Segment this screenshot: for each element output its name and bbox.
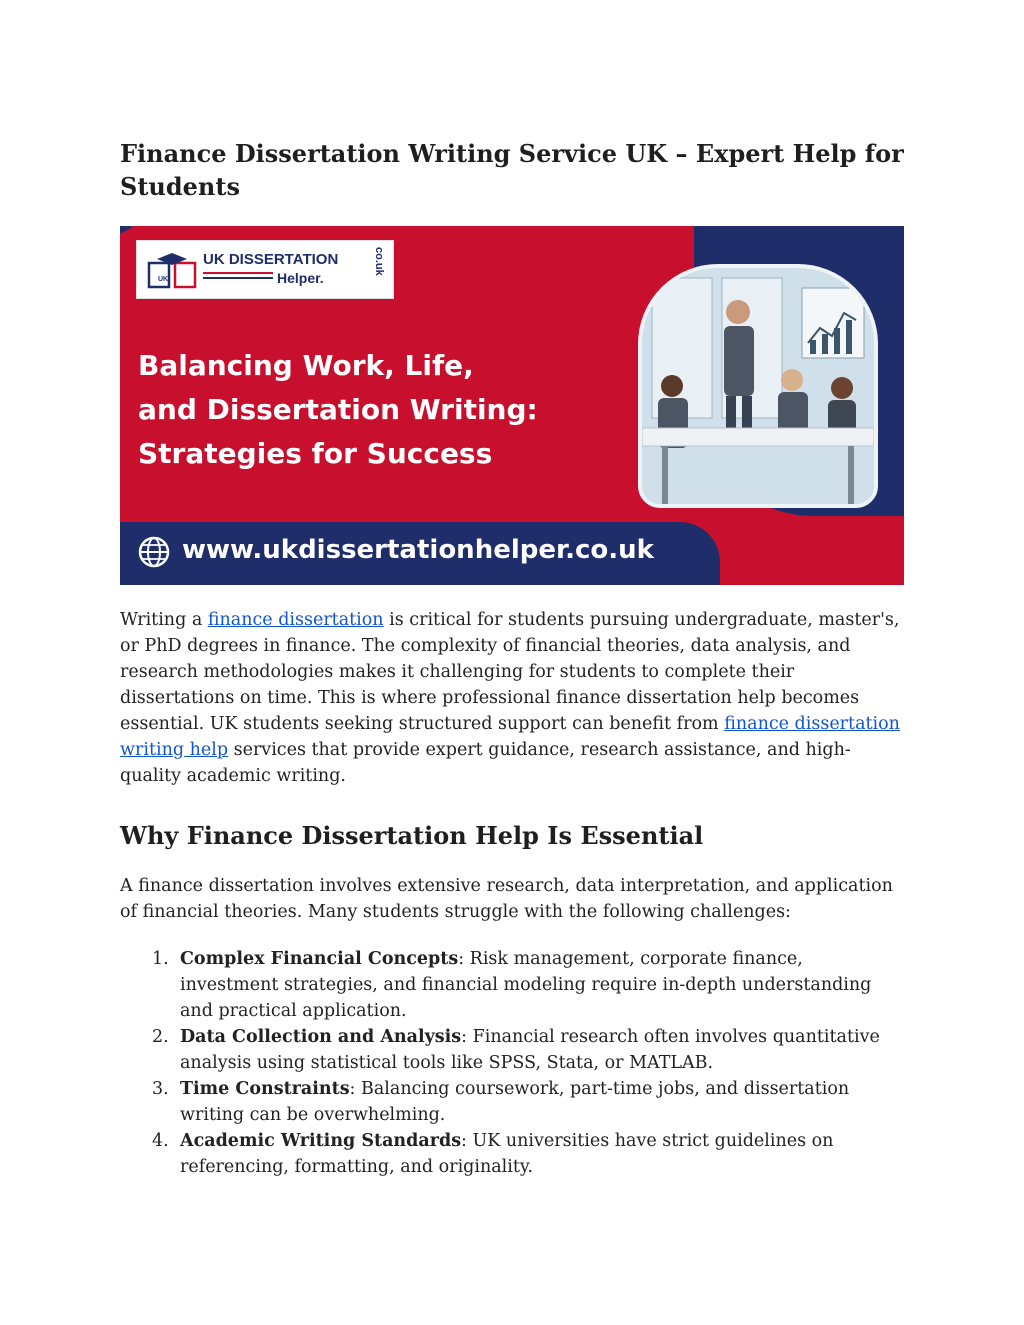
list-number: 2.: [152, 1027, 169, 1047]
banner-headline-line: and Dissertation Writing:: [138, 393, 538, 426]
banner-url: www.ukdissertationhelper.co.uk: [182, 535, 654, 565]
banner-headline-line: Balancing Work, Life,: [138, 349, 474, 382]
challenges-list: [120, 946, 904, 1180]
logo-line-2: Helper.: [277, 270, 324, 286]
page-title: Finance Dissertation Writing Service UK – Expert Help for Students: [120, 139, 904, 201]
meeting-illustration: [638, 264, 878, 508]
list-item: [120, 1024, 904, 1076]
globe-icon: [138, 536, 170, 568]
logo-rule-navy: [203, 277, 273, 279]
list-item-text: : Financial research often involves quantitative analysis using statistical tools like SPSS, Stata, or MATLAB.: [180, 1027, 880, 1073]
banner-headline: [138, 344, 568, 476]
intro-text-2: is critical for students pursuing undergraduate, master's, or PhD degrees in finance. The complexity of financial theories, data analysis, and research methodologies makes it challenging for students to complete their dissertations on time. This is where professional finance dissertation help becomes essential. UK students seeking structured support can benefit from: [120, 610, 900, 734]
list-item-term: Complex Financial Concepts: [180, 949, 459, 969]
list-item-term: Time Constraints: [180, 1079, 350, 1099]
list-item-text: : UK universities have strict guidelines on referencing, formatting, and originality.: [180, 1131, 834, 1177]
logo-domain: co.uk: [373, 247, 385, 276]
finance-dissertation-writing-help-link[interactable]: finance dissertation writing help: [120, 714, 900, 760]
book-cap-logo-icon: [147, 251, 197, 291]
list-item: [120, 1076, 904, 1128]
logo-rule-red: [203, 272, 273, 274]
list-item-text: : Balancing coursework, part-time jobs, and dissertation writing can be overwhelming.: [180, 1079, 850, 1125]
finance-dissertation-link[interactable]: finance dissertation: [207, 610, 384, 630]
section-lead-paragraph: A finance dissertation involves extensive research, data interpretation, and application of financial theories. Many students struggle with the following challenges:: [120, 876, 893, 922]
hero-banner-image: [120, 226, 904, 585]
list-item-term: Data Collection and Analysis: [180, 1027, 462, 1047]
list-number: 1.: [152, 949, 169, 969]
banner-headline-line: Strategies for Success: [138, 437, 493, 470]
list-item-term: Academic Writing Standards: [180, 1131, 462, 1151]
list-item: [120, 1128, 904, 1180]
banner-navy-corner: [120, 226, 150, 236]
section-heading: Why Finance Dissertation Help Is Essential: [120, 821, 704, 850]
list-item: [120, 946, 904, 1024]
list-item-text: : Risk management, corporate finance, investment strategies, and financial modeling require in-depth understanding and practical application.: [180, 949, 872, 1021]
brand-logo: [136, 240, 394, 299]
list-number: 4.: [152, 1131, 169, 1151]
intro-text-3: services that provide expert guidance, research assistance, and high-quality academic writing.: [120, 740, 851, 786]
intro-text-1: Writing a: [120, 610, 208, 630]
intro-paragraph: [120, 607, 904, 789]
logo-line-1: UK DISSERTATION: [203, 251, 339, 268]
office-meeting-illustration: [642, 268, 874, 504]
list-number: 3.: [152, 1079, 169, 1099]
banner-url-bar: [120, 522, 720, 585]
logo-badge: UK: [158, 276, 169, 283]
